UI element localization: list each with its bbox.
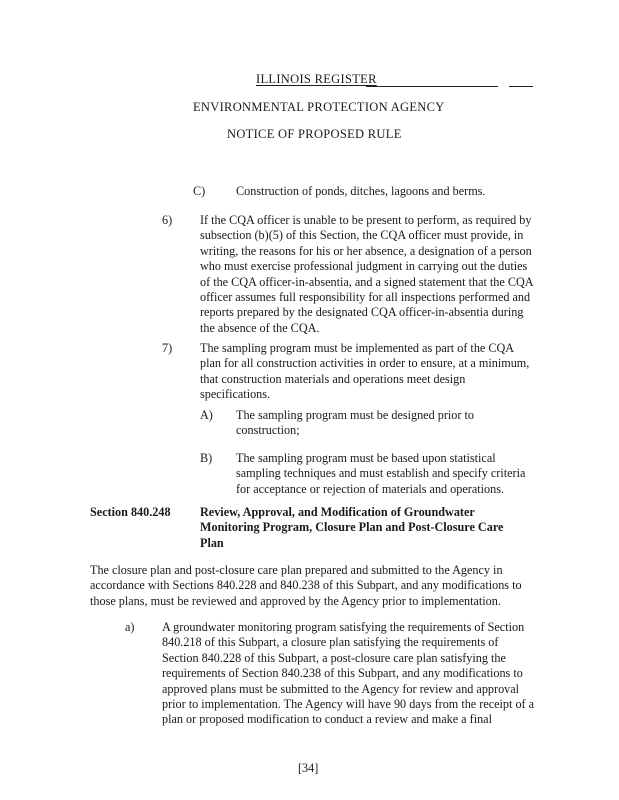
- register-heading: ILLINOIS REGISTER: [256, 72, 377, 86]
- subsection-a-label: a): [125, 620, 135, 634]
- item-6-text: If the CQA officer is unable to be present to perform, as required by subsection (b)(5) of this Section, the CQA officer must provide, in writing, the reasons for his or her absence, a designation of a person who must exercise professional judgment in carrying out the duties of the CQA officer-in-absentia, and a signed statement that the CQA officer assumes full responsibility for all inspections performed and reports prepared by the designated CQA officer-in-absentia during the absence of the CQA.: [200, 213, 533, 335]
- item-7b-text: The sampling program must be based upon statistical sampling techniques and must establish and specify criteria for acceptance or rejection of materials and operations.: [236, 451, 526, 496]
- page-number: [34]: [298, 761, 319, 775]
- notice-heading: NOTICE OF PROPOSED RULE: [227, 127, 402, 141]
- item-7b-label: B): [200, 451, 213, 465]
- item-c-text: Construction of ponds, ditches, lagoons and berms.: [236, 184, 486, 198]
- header-rule-short: [509, 86, 533, 87]
- agency-heading: ENVIRONMENTAL PROTECTION AGENCY: [193, 100, 445, 114]
- subsection-a-text: A groundwater monitoring program satisfying the requirements of Section 840.218 of this Subpart, a closure plan satisfying the requirements of Section 840.228 of this Subpart, a post-closure care plan satisfying the requirements of Section 840.238 of this Subpart, and any modifications to approved plans must be submitted to the Agency for review and approval prior to implementation. The Agency will have 90 days from the receipt of a plan or proposed modification to conduct a review and make a final: [162, 620, 535, 727]
- section-number: Section 840.248: [90, 505, 171, 519]
- item-6-label: 6): [162, 213, 173, 227]
- item-c-label: C): [193, 184, 206, 198]
- item-7-text: The sampling program must be implemented as part of the CQA plan for all construction activities in order to ensure, at a minimum, that construction materials and operations meet design specifications.: [200, 341, 530, 402]
- section-title: Review, Approval, and Modification of Groundwater Monitoring Program, Closure Plan and Post-Closure Care Plan: [200, 505, 504, 550]
- item-7-label: 7): [162, 341, 173, 355]
- intro-paragraph: The closure plan and post-closure care plan prepared and submitted to the Agency in accordance with Sections 840.228 and 840.238 of this Subpart, and any modifications to those plans, must be reviewed and approved by the Agency prior to implementation.: [90, 563, 522, 608]
- item-7a-label: A): [200, 408, 213, 422]
- item-7a-text: The sampling program must be designed prior to construction;: [236, 408, 474, 438]
- header-rule: [366, 86, 498, 87]
